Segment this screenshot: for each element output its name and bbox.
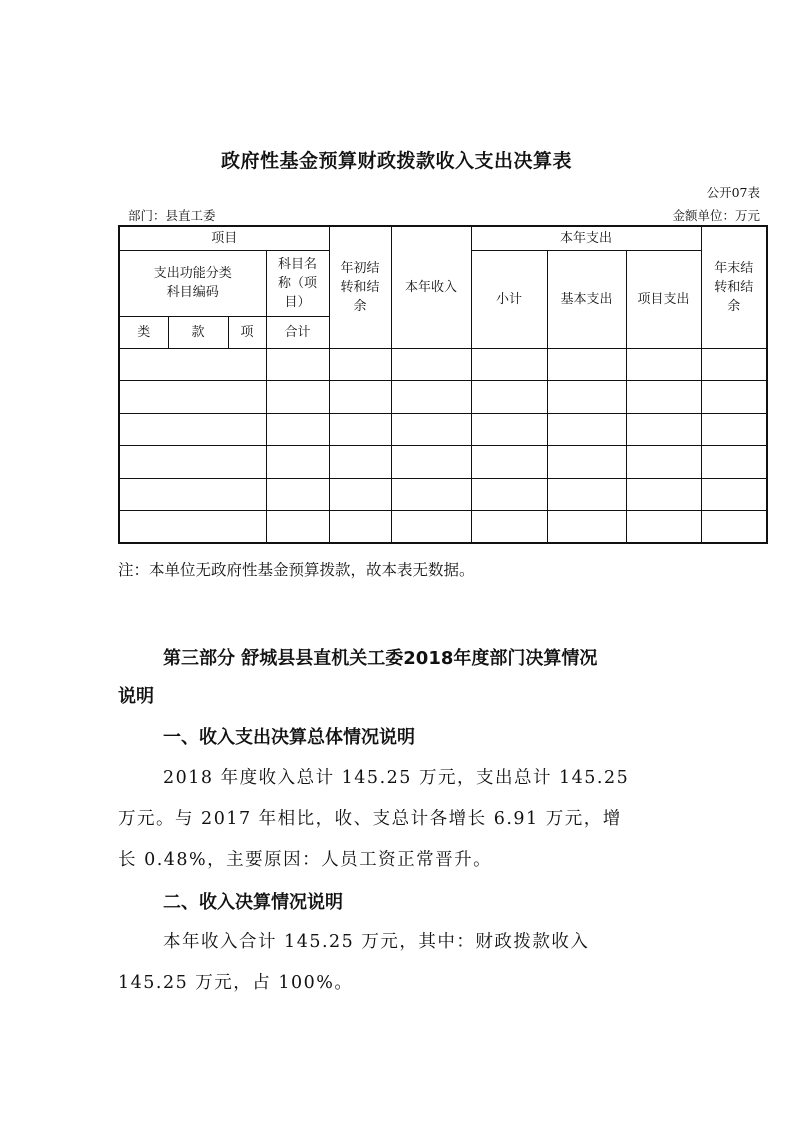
header-subject-name-l2: 称（项	[278, 275, 318, 291]
table-cell	[266, 381, 329, 414]
table-cell	[701, 348, 767, 381]
table-cell	[547, 511, 626, 544]
table-cell	[471, 478, 547, 511]
part3-heading-line2: 说明	[118, 686, 154, 707]
table-row	[119, 446, 767, 479]
table-cell	[471, 511, 547, 544]
table-cell	[701, 413, 767, 446]
table-cell	[266, 348, 329, 381]
table-cell	[266, 511, 329, 544]
table-cell	[547, 348, 626, 381]
table-cell	[626, 348, 701, 381]
header-begin-balance-l1: 年初结	[340, 260, 380, 276]
table-cell	[626, 413, 701, 446]
section2-line1: 本年收入合计 145.25 万元，其中：财政拨款收入	[163, 932, 590, 952]
part3-heading	[118, 640, 683, 716]
header-func-class-l1: 支出功能分类	[153, 266, 232, 281]
section2-title: 二、收入决算情况说明	[163, 892, 343, 913]
table-cell	[547, 446, 626, 479]
table-cell-code	[119, 446, 266, 479]
fund-budget-table	[118, 225, 768, 544]
table-cell	[547, 478, 626, 511]
header-current-income: 本年收入	[391, 226, 471, 348]
table-cell	[329, 511, 391, 544]
form-code: 公开07表	[706, 185, 760, 200]
table-cell	[626, 446, 701, 479]
table-cell-code	[119, 381, 266, 414]
header-xiang: 项	[228, 316, 266, 348]
header-kuan: 款	[168, 316, 228, 348]
table-cell	[391, 446, 471, 479]
section1-line1: 2018 年度收入总计 145.25 万元，支出总计 145.25	[163, 768, 630, 788]
table-row	[119, 413, 767, 446]
table-cell	[391, 381, 471, 414]
table-cell	[266, 478, 329, 511]
table-title: 政府性基金预算财政拨款收入支出决算表	[220, 150, 572, 172]
table-cell	[391, 511, 471, 544]
header-end-balance-l3: 余	[727, 298, 741, 314]
table-cell	[471, 446, 547, 479]
table-cell-code	[119, 511, 266, 544]
table-cell	[701, 446, 767, 479]
table-cell	[391, 413, 471, 446]
header-basic-expense: 基本支出	[547, 250, 626, 348]
section1-line2: 万元。与 2017 年相比，收、支总计各增长 6.91 万元，增	[118, 809, 622, 829]
header-end-balance-l2: 转和结	[714, 279, 754, 295]
header-lei: 类	[119, 316, 168, 348]
table-cell	[626, 511, 701, 544]
table-cell	[471, 381, 547, 414]
table-cell	[701, 478, 767, 511]
header-subject-name-l3: 目）	[284, 294, 311, 310]
table-cell	[329, 446, 391, 479]
table-cell	[329, 413, 391, 446]
table-cell-code	[119, 348, 266, 381]
part3-heading-line1: 第三部分 舒城县县直机关工委2018年度部门决算情况	[163, 648, 598, 669]
table-row	[119, 348, 767, 381]
table-cell	[266, 446, 329, 479]
table-row	[119, 511, 767, 544]
table-cell	[547, 413, 626, 446]
table-cell	[329, 348, 391, 381]
section1-paragraph	[118, 758, 690, 881]
table-cell	[626, 381, 701, 414]
header-func-class	[119, 250, 266, 316]
header-current-expense: 本年支出	[471, 226, 701, 250]
header-subject-name-l1: 科目名	[278, 256, 318, 272]
table-cell	[701, 511, 767, 544]
table-cell	[329, 478, 391, 511]
header-end-balance	[701, 226, 767, 348]
header-subject-name	[266, 250, 329, 316]
table-cell	[471, 348, 547, 381]
table-cell	[329, 381, 391, 414]
header-begin-balance	[329, 226, 391, 348]
header-project: 项目	[119, 226, 329, 250]
table-cell	[266, 413, 329, 446]
header-begin-balance-l2: 转和结	[340, 279, 380, 295]
section2-paragraph	[118, 922, 690, 1004]
table-cell	[391, 348, 471, 381]
section2-line2: 145.25 万元，占 100%。	[118, 973, 354, 993]
table-note: 注：本单位无政府性基金预算拨款，故本表无数据。	[118, 561, 475, 579]
header-total: 合计	[266, 316, 329, 348]
table-cell	[626, 478, 701, 511]
section1-title: 一、收入支出决算总体情况说明	[163, 727, 415, 748]
table-row	[119, 478, 767, 511]
header-subtotal: 小计	[471, 250, 547, 348]
department-label: 部门：县直工委	[128, 208, 216, 223]
unit-label: 金额单位：万元	[672, 208, 760, 223]
table-cell	[471, 413, 547, 446]
section1-line3: 长 0.48%，主要原因：人员工资正常晋升。	[118, 850, 493, 870]
table-cell	[391, 478, 471, 511]
header-end-balance-l1: 年末结	[714, 260, 754, 276]
header-project-expense: 项目支出	[626, 250, 701, 348]
header-func-class-l2: 科目编码	[166, 285, 219, 300]
table-cell-code	[119, 478, 266, 511]
table-cell	[547, 381, 626, 414]
table-row	[119, 381, 767, 414]
header-begin-balance-l3: 余	[353, 298, 367, 314]
table-cell	[701, 381, 767, 414]
table-cell-code	[119, 413, 266, 446]
